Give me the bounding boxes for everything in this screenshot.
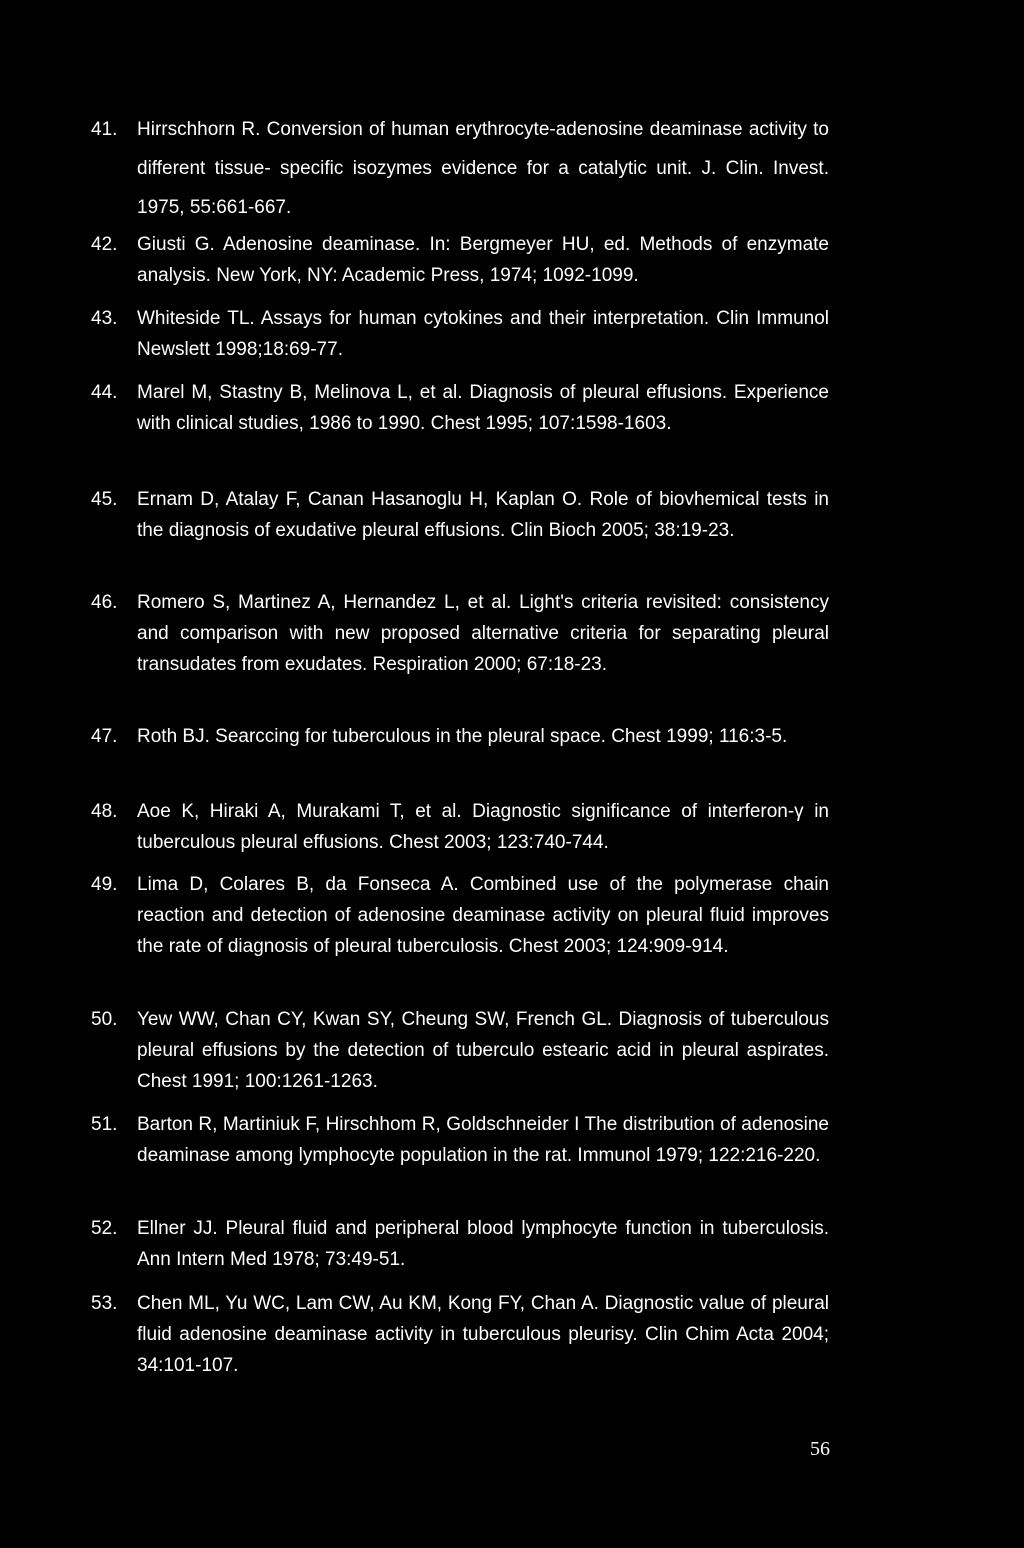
reference-text: Chen ML, Yu WC, Lam CW, Au KM, Kong FY, Chan A. Diagnostic value of pleural fluid adenosine deaminase activity in tuberculous pleurisy. Clin Chim Acta 2004; 34:101-107. xyxy=(137,1293,829,1376)
reference-text: Hirrschhorn R. Conversion of human erythrocyte-adenosine deaminase activity to different tissue- specific isozymes evidence for a catalytic unit. J. Clin. Invest. 1975, 55:661-667. xyxy=(137,119,829,218)
reference-text: Romero S, Martinez A, Hernandez L, et al. Light's criteria revisited: consistency and comparison with new proposed alternative criteria for separating pleural transudates from exudates. Respiration 2000; 67:18-23. xyxy=(137,592,829,675)
reference-text: Roth BJ. Searccing for tuberculous in the pleural space. Chest 1999; 116:3-5. xyxy=(137,726,788,747)
reference-number: 52. xyxy=(91,1218,118,1239)
reference-number: 44. xyxy=(91,382,118,403)
reference-number: 49. xyxy=(91,874,118,895)
reference-text: Ernam D, Atalay F, Canan Hasanoglu H, Kaplan O. Role of biovhemical tests in the diagnosis of exudative pleural effusions. Clin Bioch 2005; 38:19-23. xyxy=(137,489,829,541)
reference-number: 53. xyxy=(91,1293,118,1314)
page-number: 56 xyxy=(810,1438,830,1460)
reference-number: 51. xyxy=(91,1114,118,1135)
reference-text: Yew WW, Chan CY, Kwan SY, Cheung SW, French GL. Diagnosis of tuberculous pleural effusions by the detection of tuberculo estearic acid in pleural aspirates. Chest 1991; 100:1261-1263. xyxy=(137,1009,829,1092)
reference-text: Barton R, Martiniuk F, Hirschhom R, Goldschneider I The distribution of adenosine deaminase among lymphocyte population in the rat. Immunol 1979; 122:216-220. xyxy=(137,1114,829,1166)
reference-text: Giusti G. Adenosine deaminase. In: Bergmeyer HU, ed. Methods of enzymate analysis. New York, NY: Academic Press, 1974; 1092-1099. xyxy=(137,234,829,286)
reference-text: Ellner JJ. Pleural fluid and peripheral blood lymphocyte function in tuberculosis. Ann Intern Med 1978; 73:49-51. xyxy=(137,1218,829,1270)
reference-text: Marel M, Stastny B, Melinova L, et al. Diagnosis of pleural effusions. Experience with clinical studies, 1986 to 1990. Chest 1995; 107:1598-1603. xyxy=(137,382,829,434)
reference-number: 45. xyxy=(91,489,118,510)
reference-number: 43. xyxy=(91,308,118,329)
reference-text: Whiteside TL. Assays for human cytokines and their interpretation. Clin Immunol Newslett 1998;18:69-77. xyxy=(137,308,829,360)
reference-text: Aoe K, Hiraki A, Murakami T, et al. Diagnostic significance of interferon-γ in tuberculous pleural effusions. Chest 2003; 123:740-744. xyxy=(137,801,829,853)
reference-number: 41. xyxy=(91,119,118,140)
reference-number: 46. xyxy=(91,592,118,613)
reference-number: 47. xyxy=(91,726,118,747)
reference-number: 50. xyxy=(91,1009,118,1030)
reference-number: 48. xyxy=(91,801,118,822)
reference-text: Lima D, Colares B, da Fonseca A. Combined use of the polymerase chain reaction and detection of adenosine deaminase activity on pleural fluid improves the rate of diagnosis of pleural tuberculosis. Chest 2003; 124:909-914. xyxy=(137,874,829,957)
reference-number: 42. xyxy=(91,234,118,255)
